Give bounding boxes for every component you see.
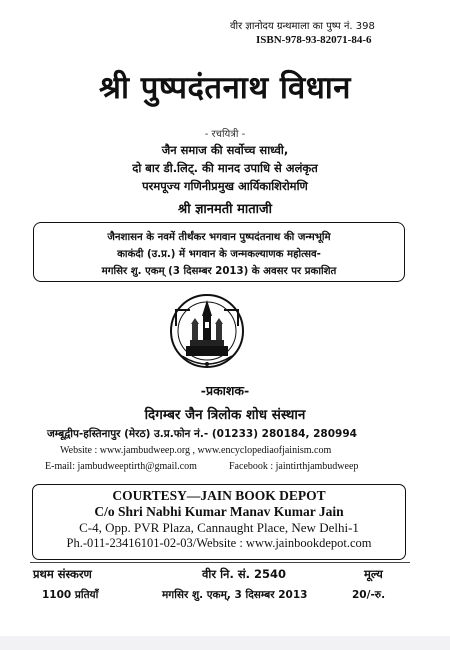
courtesy-heading: COURTESY—JAIN BOOK DEPOT: [112, 488, 326, 503]
publisher-contact-row: [45, 461, 359, 472]
book-title: श्री पुष्पदंतनाथ विधान: [99, 70, 351, 106]
courtesy-contact: Ph.-011-23416101-02-03/Website : www.jainbookdepot.com: [66, 536, 372, 550]
notice-line-1: जैनशासन के नवमें तीर्थंकर भगवान पुष्पदंतनाथ की जन्मभूमि: [107, 232, 331, 243]
author-description-line-3: परमपूज्य गणिनीप्रमुख आर्यिकाशिरोमणि: [142, 179, 308, 193]
courtesy-box: [32, 484, 406, 560]
copies-count: 1100 प्रतियाँ: [42, 589, 99, 601]
publisher-email: E-mail: jambudweeptirth@gmail.com: [45, 461, 197, 472]
jambudweep-emblem-icon: [168, 286, 246, 376]
series-number: वीर ज्ञानोदय ग्रन्थमाला का पुष्प नं. 398: [230, 21, 375, 32]
edition-label: प्रथम संस्करण: [33, 567, 92, 581]
price: 20/-रु.: [352, 589, 386, 601]
author-name: श्री ज्ञानमती माताजी: [177, 202, 273, 217]
author-role: - रचयित्री -: [204, 129, 246, 140]
publisher-name: दिगम्बर जैन त्रिलोक शोध संस्थान: [144, 407, 306, 423]
price-label: मूल्य: [364, 567, 383, 581]
notice-line-2: काकंदी (उ.प्र.) में भगवान के जन्मकल्याणक महोत्सव-: [117, 249, 321, 260]
publisher-website: Website : www.jambudweep.org , www.encyclopediaofjainism.com: [60, 445, 332, 456]
divider: [30, 562, 410, 563]
publisher-address: जम्बूद्वीप-हस्तिनापुर (मेरठ) उ.प्र.फोन नं.- (01233) 280184, 280994: [47, 428, 357, 440]
era-year: वीर नि. सं. 2540: [202, 567, 286, 581]
publisher-label: -प्रकाशक-: [200, 383, 250, 398]
notice-line-3: मगसिर शु. एकम् (3 दिसम्बर 2013) के अवसर पर प्रकाशित: [101, 266, 337, 277]
publisher-facebook: Facebook : jaintirthjambudweep: [229, 461, 359, 472]
courtesy-care-of: C/o Shri Nabhi Kumar Manav Kumar Jain: [94, 504, 344, 519]
courtesy-address: C-4, Opp. PVR Plaza, Cannaught Place, New Delhi-1: [79, 520, 359, 535]
occasion-notice-box: [33, 222, 405, 282]
publication-date: मगसिर शु. एकम्, 3 दिसम्बर 2013: [162, 589, 308, 601]
isbn: ISBN-978-93-82071-84-6: [256, 34, 372, 46]
author-description-line-2: दो बार डी.लिट्. की मानद उपाधि से अलंकृत: [132, 161, 318, 175]
author-description-line-1: जैन समाज की सर्वोच्च साध्वी,: [161, 143, 289, 157]
